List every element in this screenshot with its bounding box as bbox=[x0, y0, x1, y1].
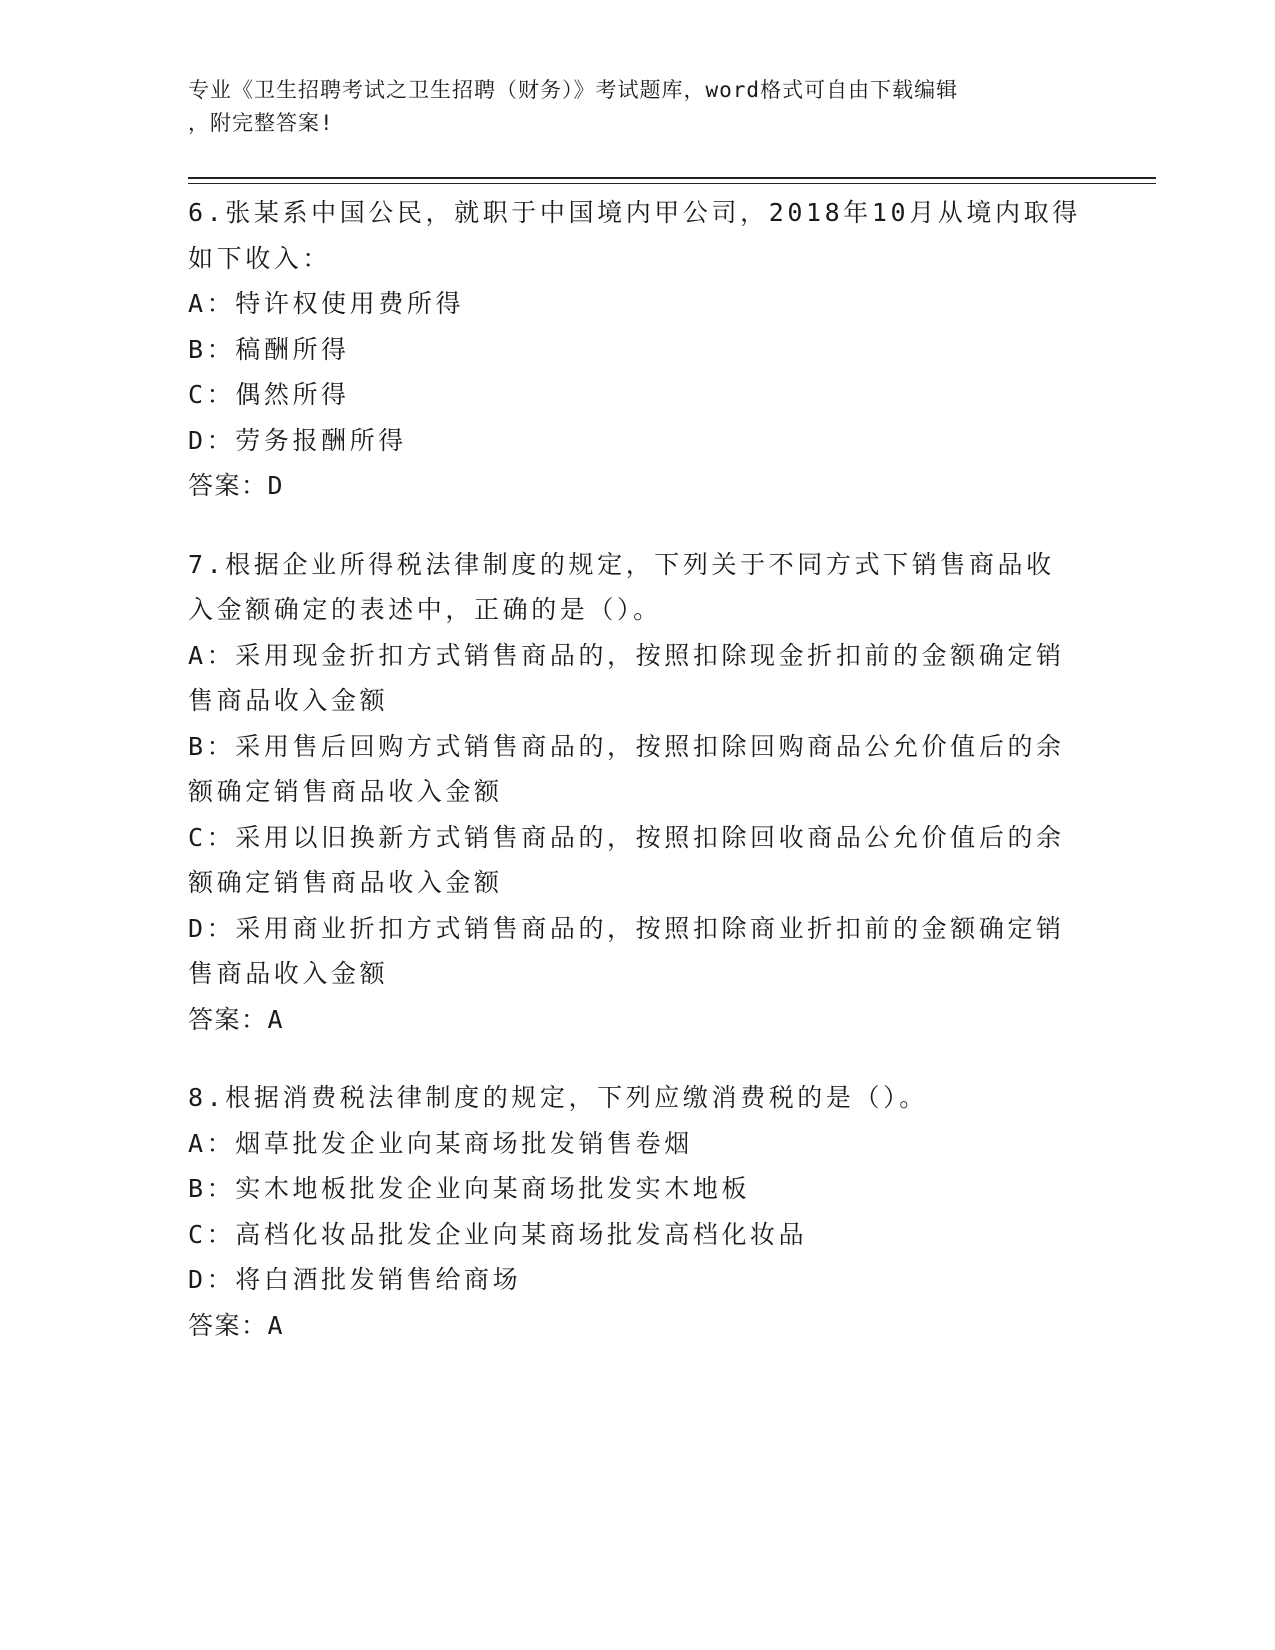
header-line: ，附完整答案! bbox=[188, 111, 334, 135]
option-c-continued: 额确定销售商品收入金额 bbox=[188, 868, 503, 897]
header-divider bbox=[188, 183, 1156, 184]
header-divider bbox=[188, 177, 1156, 179]
header-line: 专业《卫生招聘考试之卫生招聘（财务）》考试题库，word格式可自由下载编辑 bbox=[188, 78, 959, 102]
answer-label: 答案：A bbox=[188, 1310, 285, 1340]
option-a: A：烟草批发企业向某商场批发销售卷烟 bbox=[188, 1128, 693, 1158]
question-stem: 7.根据企业所得税法律制度的规定，下列关于不同方式下销售商品收 bbox=[188, 549, 1055, 579]
option-a: A：特许权使用费所得 bbox=[188, 289, 465, 318]
answer-label: 答案：A bbox=[188, 1004, 285, 1034]
question-stem: 入金额确定的表述中，正确的是（）。 bbox=[188, 595, 662, 624]
question-list bbox=[188, 190, 1088, 1381]
option-b: B：采用售后回购方式销售商品的，按照扣除回购商品公允价值后的余 bbox=[188, 731, 1065, 761]
option-c: C：高档化妆品批发企业向某商场批发高档化妆品 bbox=[188, 1219, 808, 1249]
answer-label: 答案：D bbox=[188, 471, 285, 500]
option-d: D：将白酒批发销售给商场 bbox=[188, 1265, 522, 1294]
option-d-continued: 售商品收入金额 bbox=[188, 959, 389, 988]
document-header bbox=[188, 74, 1078, 140]
question-item bbox=[188, 542, 1088, 1043]
question-stem: 如下收入： bbox=[188, 243, 332, 273]
option-d: D：采用商业折扣方式销售商品的，按照扣除商业折扣前的金额确定销 bbox=[188, 913, 1065, 943]
option-a-continued: 售商品收入金额 bbox=[188, 686, 389, 715]
option-c: C：采用以旧换新方式销售商品的，按照扣除回收商品公允价值后的余 bbox=[188, 822, 1065, 852]
option-b-continued: 额确定销售商品收入金额 bbox=[188, 777, 503, 806]
question-item bbox=[188, 1075, 1088, 1348]
question-item bbox=[188, 190, 1088, 509]
option-a: A：采用现金折扣方式销售商品的，按照扣除现金折扣前的金额确定销 bbox=[188, 640, 1065, 670]
option-b: B：稿酬所得 bbox=[188, 334, 350, 364]
option-b: B：实木地板批发企业向某商场批发实木地板 bbox=[188, 1174, 751, 1203]
option-d: D：劳务报酬所得 bbox=[188, 425, 407, 455]
question-stem: 8.根据消费税法律制度的规定，下列应缴消费税的是（）。 bbox=[188, 1083, 928, 1112]
option-c: C：偶然所得 bbox=[188, 380, 350, 409]
question-stem: 6.张某系中国公民，就职于中国境内甲公司，2018年10月从境内取得 bbox=[188, 198, 1081, 227]
